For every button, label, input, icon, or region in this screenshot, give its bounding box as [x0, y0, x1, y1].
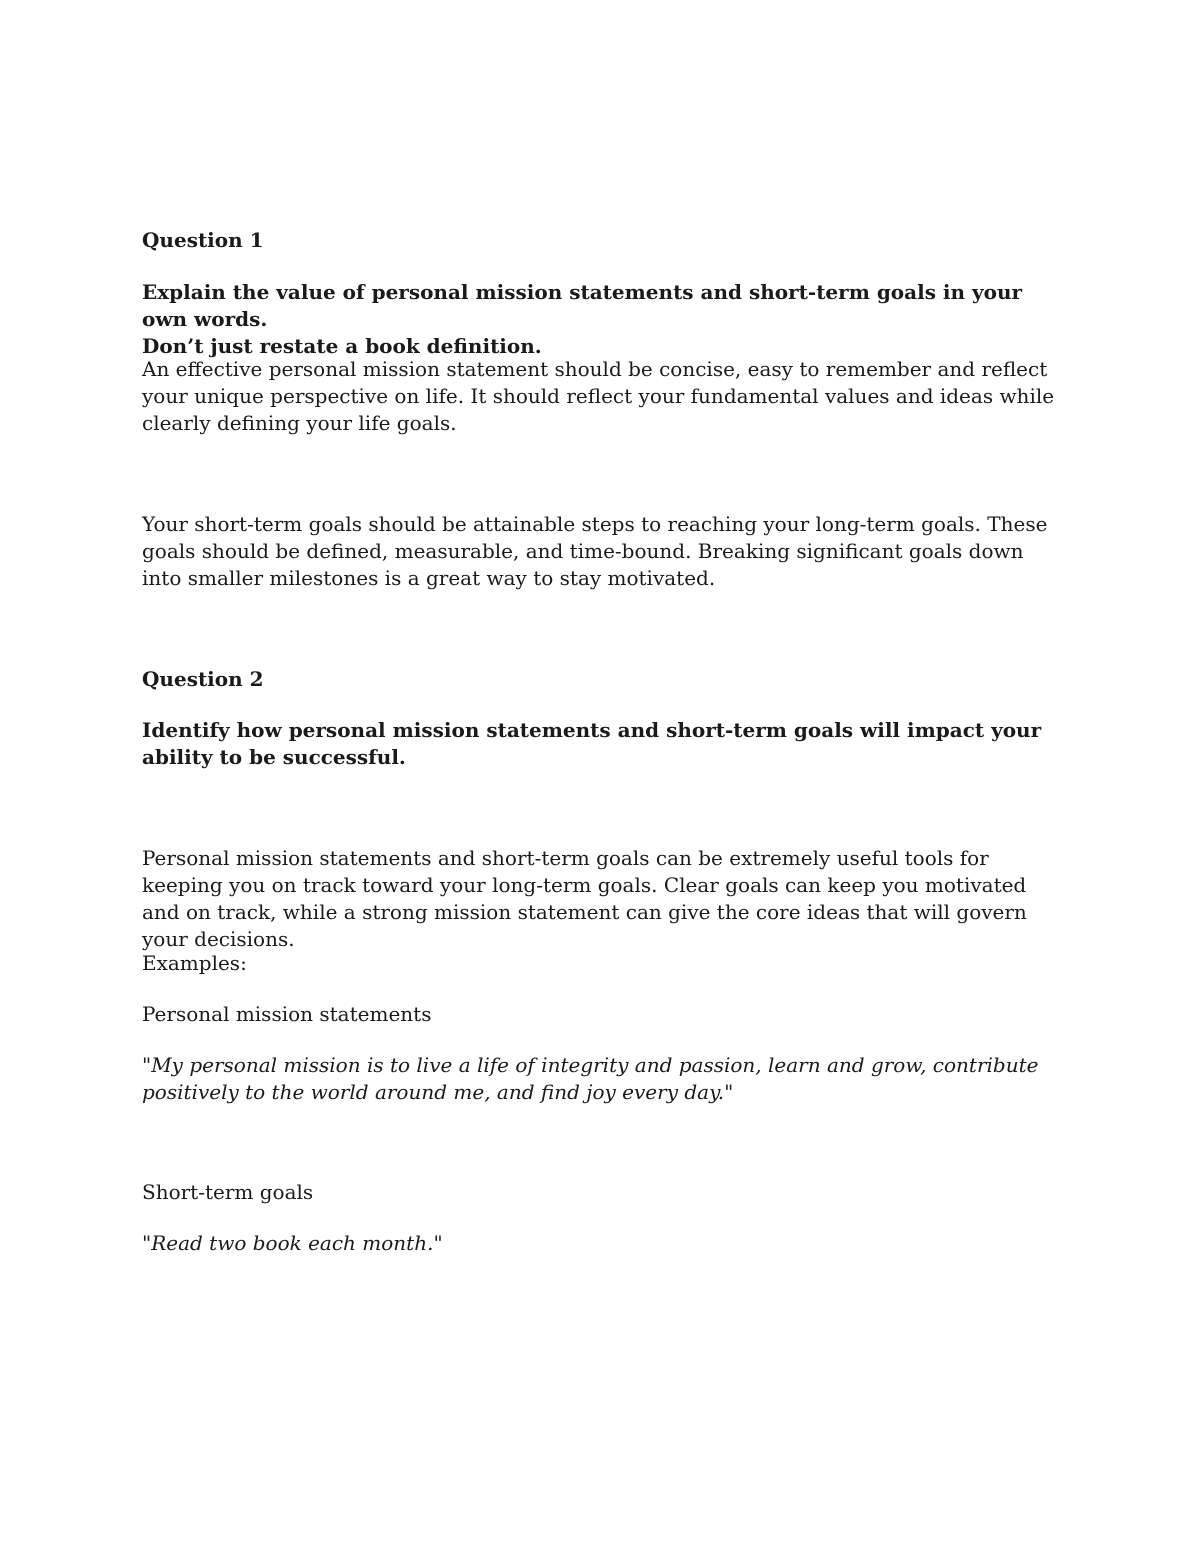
mission-statements-label: Personal mission statements	[142, 1002, 432, 1026]
question1-heading: Question 1	[142, 228, 264, 252]
question1-prompt	[142, 279, 1062, 360]
question2-prompt: Identify how personal mission statements and short-term goals will impact your ability to be successful.	[142, 718, 1042, 769]
short-term-goal-example: "Read two book each month."	[142, 1231, 443, 1255]
question1-prompt-line1: Explain the value of personal mission statements and short-term goals in your own words.	[142, 280, 1023, 331]
mission-statement-example: "My personal mission is to live a life of integrity and passion, learn and grow, contribute positively to the world around me, and find joy every day."	[142, 1053, 1039, 1104]
question1-prompt-line2: Don’t just restate a book definition.	[142, 334, 542, 358]
question2-answer-paragraph1: Personal mission statements and short-term goals can be extremely useful tools for keeping you on track toward your long-term goals. Clear goals can keep you motivated and on track, while a strong mission statement can give the core ideas that will govern your decisions.	[142, 846, 1027, 951]
examples-label: Examples:	[142, 951, 247, 975]
question1-answer-paragraph1: An effective personal mission statement should be concise, easy to remember and reflect your unique perspective on life. It should reflect your fundamental values and ideas while clearly defining your life goals.	[142, 357, 1055, 435]
question1-answer-paragraph2: Your short-term goals should be attainable steps to reaching your long-term goals. These goals should be defined, measurable, and time-bound. Breaking significant goals down into smaller milestones is a great way to stay motivated.	[142, 512, 1048, 590]
question2-heading: Question 2	[142, 667, 264, 691]
short-term-goals-label: Short-term goals	[142, 1180, 314, 1204]
